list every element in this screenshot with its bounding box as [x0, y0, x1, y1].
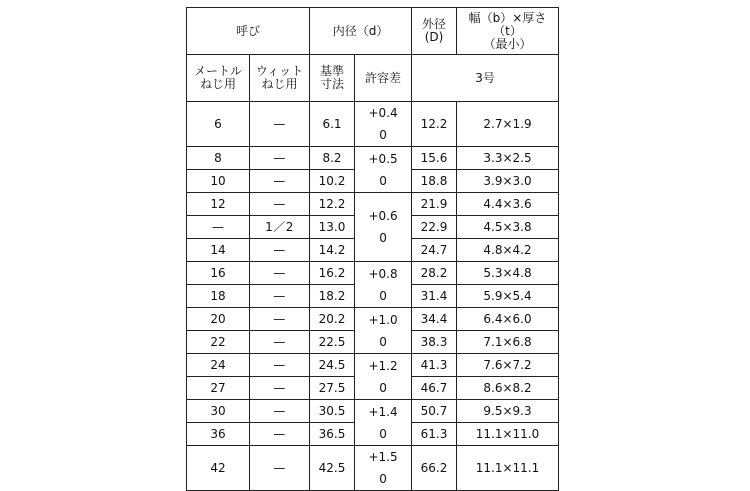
tolerance-upper: +1.0: [368, 312, 398, 327]
cell-whitworth-thread: —: [250, 193, 310, 216]
table-row: [187, 308, 559, 331]
header-width-thickness: 幅（b）×厚さ（t） （最小）: [457, 8, 559, 55]
cell-outer-diameter: 41.3: [412, 354, 457, 377]
cell-width-thickness: 4.5×3.8: [457, 216, 559, 239]
cell-metric-thread: 14: [187, 239, 250, 262]
cell-tolerance: [355, 193, 412, 262]
cell-outer-diameter: 24.7: [412, 239, 457, 262]
tolerance-lower: 0: [379, 426, 387, 441]
tolerance-upper: +0.5: [368, 151, 398, 166]
cell-metric-thread: 20: [187, 308, 250, 331]
tolerance-lower: 0: [379, 334, 387, 349]
cell-basic-size: 12.2: [310, 193, 355, 216]
cell-outer-diameter: 21.9: [412, 193, 457, 216]
cell-basic-size: 13.0: [310, 216, 355, 239]
cell-width-thickness: 5.3×4.8: [457, 262, 559, 285]
cell-whitworth-thread: —: [250, 262, 310, 285]
cell-metric-thread: 16: [187, 262, 250, 285]
cell-basic-size: 18.2: [310, 285, 355, 308]
cell-metric-thread: 36: [187, 423, 250, 446]
tolerance-upper: +0.4: [368, 106, 398, 120]
cell-outer-diameter: 61.3: [412, 423, 457, 446]
cell-whitworth-thread: —: [250, 331, 310, 354]
table-row: [187, 102, 559, 147]
cell-metric-thread: 22: [187, 331, 250, 354]
tolerance-lower: 0: [379, 128, 387, 142]
cell-whitworth-thread: 1／2: [250, 216, 310, 239]
header-basic-size: 基準 寸法: [310, 55, 355, 102]
header-grade: 3号: [412, 55, 559, 102]
cell-basic-size: 14.2: [310, 239, 355, 262]
cell-tolerance: [355, 308, 412, 354]
cell-width-thickness: 4.8×4.2: [457, 239, 559, 262]
cell-whitworth-thread: —: [250, 400, 310, 423]
cell-outer-diameter: 31.4: [412, 285, 457, 308]
cell-basic-size: 24.5: [310, 354, 355, 377]
tolerance-lower: 0: [379, 231, 387, 245]
cell-basic-size: 42.5: [310, 446, 355, 491]
tolerance-upper: +1.2: [368, 358, 398, 373]
cell-tolerance: [355, 262, 412, 308]
cell-tolerance: [355, 354, 412, 400]
cell-metric-thread: 8: [187, 147, 250, 170]
cell-width-thickness: 4.4×3.6: [457, 193, 559, 216]
cell-outer-diameter: 38.3: [412, 331, 457, 354]
cell-width-thickness: 11.1×11.0: [457, 423, 559, 446]
cell-basic-size: 36.5: [310, 423, 355, 446]
cell-width-thickness: 6.4×6.0: [457, 308, 559, 331]
cell-metric-thread: 24: [187, 354, 250, 377]
table-row: [187, 147, 559, 170]
cell-whitworth-thread: —: [250, 377, 310, 400]
cell-basic-size: 22.5: [310, 331, 355, 354]
tolerance-lower: 0: [379, 288, 387, 303]
cell-metric-thread: 6: [187, 102, 250, 147]
table-row: [187, 354, 559, 377]
cell-outer-diameter: 18.8: [412, 170, 457, 193]
cell-width-thickness: 3.9×3.0: [457, 170, 559, 193]
cell-whitworth-thread: —: [250, 147, 310, 170]
cell-metric-thread: 12: [187, 193, 250, 216]
cell-outer-diameter: 12.2: [412, 102, 457, 147]
header-inner-diameter: 内径（d）: [310, 8, 412, 55]
cell-whitworth-thread: —: [250, 170, 310, 193]
cell-whitworth-thread: —: [250, 239, 310, 262]
cell-width-thickness: 3.3×2.5: [457, 147, 559, 170]
header-metric-thread: メートル ねじ用: [187, 55, 250, 102]
cell-width-thickness: 7.6×7.2: [457, 354, 559, 377]
cell-outer-diameter: 28.2: [412, 262, 457, 285]
cell-width-thickness: 8.6×8.2: [457, 377, 559, 400]
cell-outer-diameter: 15.6: [412, 147, 457, 170]
header-outer-diameter: 外径 (D): [412, 8, 457, 55]
cell-basic-size: 16.2: [310, 262, 355, 285]
cell-tolerance: [355, 147, 412, 193]
cell-basic-size: 20.2: [310, 308, 355, 331]
cell-whitworth-thread: —: [250, 446, 310, 491]
table-row: [187, 193, 559, 216]
tolerance-lower: 0: [379, 380, 387, 395]
cell-basic-size: 6.1: [310, 102, 355, 147]
cell-metric-thread: 27: [187, 377, 250, 400]
header-whitworth-thread: ウィット ねじ用: [250, 55, 310, 102]
cell-width-thickness: 5.9×5.4: [457, 285, 559, 308]
tolerance-upper: +0.8: [368, 266, 398, 281]
cell-whitworth-thread: —: [250, 285, 310, 308]
table-row: [187, 262, 559, 285]
cell-outer-diameter: 34.4: [412, 308, 457, 331]
cell-tolerance: [355, 102, 412, 147]
cell-metric-thread: 42: [187, 446, 250, 491]
table-row: [187, 400, 559, 423]
cell-basic-size: 27.5: [310, 377, 355, 400]
cell-metric-thread: —: [187, 216, 250, 239]
cell-tolerance: [355, 446, 412, 491]
cell-width-thickness: 9.5×9.3: [457, 400, 559, 423]
spring-washer-dimension-table: [186, 7, 559, 491]
cell-basic-size: 30.5: [310, 400, 355, 423]
cell-outer-diameter: 66.2: [412, 446, 457, 491]
cell-outer-diameter: 22.9: [412, 216, 457, 239]
header-tolerance: 許容差: [355, 55, 412, 102]
cell-basic-size: 8.2: [310, 147, 355, 170]
cell-width-thickness: 11.1×11.1: [457, 446, 559, 491]
tolerance-lower: 0: [379, 173, 387, 188]
cell-outer-diameter: 50.7: [412, 400, 457, 423]
cell-whitworth-thread: —: [250, 102, 310, 147]
cell-tolerance: [355, 400, 412, 446]
tolerance-lower: 0: [379, 472, 387, 486]
cell-metric-thread: 18: [187, 285, 250, 308]
cell-metric-thread: 10: [187, 170, 250, 193]
cell-whitworth-thread: —: [250, 423, 310, 446]
cell-width-thickness: 7.1×6.8: [457, 331, 559, 354]
tolerance-upper: +0.6: [368, 209, 398, 223]
tolerance-upper: +1.4: [368, 404, 398, 419]
table-row: [187, 446, 559, 491]
cell-basic-size: 10.2: [310, 170, 355, 193]
cell-metric-thread: 30: [187, 400, 250, 423]
cell-whitworth-thread: —: [250, 308, 310, 331]
cell-outer-diameter: 46.7: [412, 377, 457, 400]
cell-whitworth-thread: —: [250, 354, 310, 377]
cell-width-thickness: 2.7×1.9: [457, 102, 559, 147]
header-nominal: 呼び: [187, 8, 310, 55]
tolerance-upper: +1.5: [368, 450, 398, 464]
